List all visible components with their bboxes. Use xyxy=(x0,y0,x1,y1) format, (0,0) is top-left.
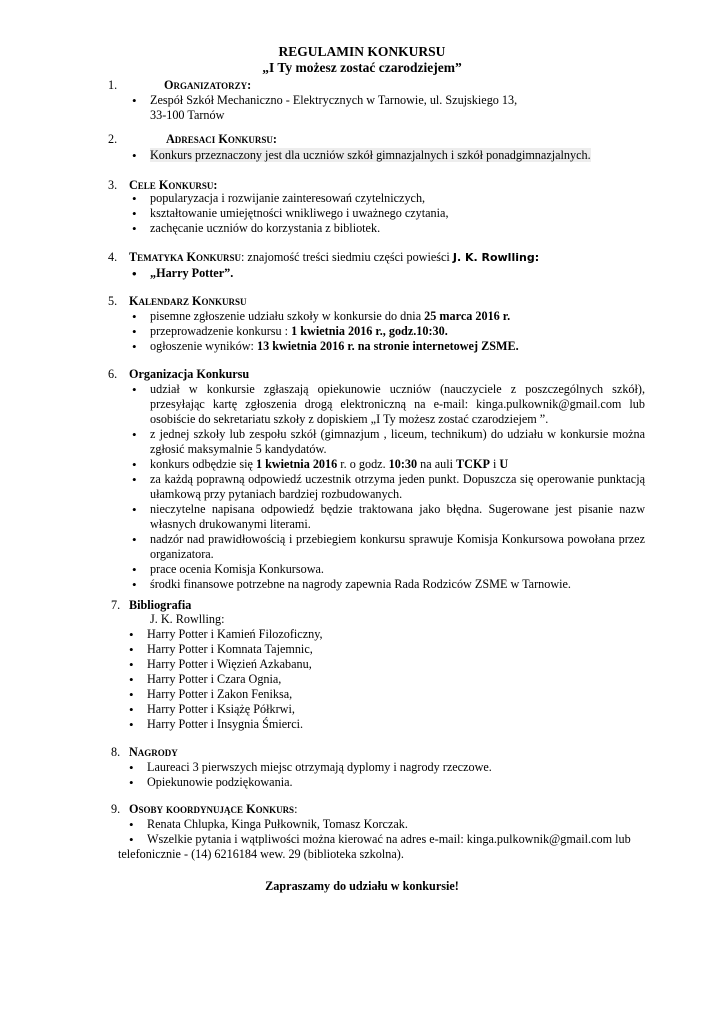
section-heading: Osoby koordynujące Konkurs xyxy=(129,802,295,816)
list-item: • Opiekunowie podziękowania. xyxy=(126,775,492,790)
list-item: • za każdą poprawną odpowiedź uczestnik otrzyma jeden punkt. Dopuszcza się operowanie punktacją ułamkową przy pytaniach bardziej rozbudowanych. xyxy=(129,472,645,502)
list-item: • z jednej szkoły lub zespołu szkół (gimnazjum , liceum, technikum) do udziału w konkursie można zgłosić maksymalnie 5 kandydatów. xyxy=(129,427,645,457)
list-item: • udział w konkursie zgłaszają opiekunowie uczniów (nauczyciele z poszczególnych szkół), przesyłając kartę zgłoszenia drogą elektroniczną na e-mail: kinga.pulkownik@gmail.com lub osobiście do sekretariatu szkoły z dopiskiem „I Ty możesz zostać czarodziejem ”. xyxy=(129,382,645,427)
section-number: 6. xyxy=(108,367,118,381)
list-item: • pisemne zgłoszenie udziału szkoły w konkursie do dnia 25 marca 2016 r. xyxy=(129,309,519,324)
list-item: • Konkurs przeznaczony jest dla uczniów szkół gimnazjalnych i szkół ponadgimnazjalnych. xyxy=(129,148,649,163)
list-item: • nadzór nad prawidłowością i przebiegiem konkursu sprawuje Komisja Konkursowa powołana przez organizatora. xyxy=(129,532,645,562)
list-item: • konkurs odbędzie się 1 kwietnia 2016 r. o godz. 10:30 na auli TCKP i U xyxy=(129,457,645,472)
section-number: 8. xyxy=(111,745,121,759)
list-item: • Harry Potter i Insygnia Śmierci. xyxy=(126,717,323,732)
list-item: • kształtowanie umiejętności wnikliwego i uważnego czytania, xyxy=(129,206,449,221)
section-number: 1. xyxy=(108,78,118,92)
section-number: 4. xyxy=(108,250,118,264)
section-heading: Adresaci Konkursu: xyxy=(166,132,277,146)
list-item: • zachęcanie uczniów do korzystania z bibliotek. xyxy=(129,221,449,236)
author-name: J. K. Rowlling: xyxy=(452,251,540,264)
section-number: 3. xyxy=(108,178,118,192)
section-number: 7. xyxy=(111,598,121,612)
list-item: • Harry Potter i Więzień Azkabanu, xyxy=(126,657,323,672)
section-heading: Cele Konkursu: xyxy=(129,178,218,192)
list-item: • Harry Potter i Zakon Feniksa, xyxy=(126,687,323,702)
list-item: • nieczytelne napisana odpowiedź będzie traktowana jako błędna. Sugerowane jest pisanie nazw własnych drukowanymi literami. xyxy=(129,502,645,532)
list-item: • Harry Potter i Książę Półkrwi, xyxy=(126,702,323,717)
list-item: • Zespół Szkół Mechaniczno - Elektrycznych w Tarnowie, ul. Szujskiego 13, 33-100 Tarnów xyxy=(129,93,517,123)
list-item: • Wszelkie pytania i wątpliwości można kierować na adres e-mail: kinga.pulkownik@gmail.com lub xyxy=(126,832,652,847)
list-item: • Renata Chlupka, Kinga Pułkownik, Tomasz Korczak. xyxy=(126,817,652,832)
section-heading: Bibliografia xyxy=(129,598,192,612)
list-item: • Harry Potter i Kamień Filozoficzny, xyxy=(126,627,323,642)
list-item: • ogłoszenie wyników: 13 kwietnia 2016 r. na stronie internetowej ZSME. xyxy=(129,339,519,354)
section-number: 2. xyxy=(108,132,118,146)
section-number: 9. xyxy=(111,802,121,816)
document-title: REGULAMIN KONKURSU xyxy=(278,44,446,59)
list-item-continuation: telefonicznie - (14) 6216184 wew. 29 (biblioteka szkolna). xyxy=(118,847,404,861)
list-item: • środki finansowe potrzebne na nagrody zapewnia Rada Rodziców ZSME w Tarnowie. xyxy=(129,577,645,592)
list-item: • „Harry Potter”. xyxy=(129,266,233,281)
section-heading: Tematyka Konkursu xyxy=(129,250,241,264)
list-item: • Laureaci 3 pierwszych miejsc otrzymają dyplomy i nagrody rzeczowe. xyxy=(126,760,492,775)
author-name: J. K. Rowlling: xyxy=(150,612,225,626)
section-heading: Organizacja Konkursu xyxy=(129,367,250,381)
section-heading: Nagrody xyxy=(129,745,178,759)
section-heading: Organizatorzy: xyxy=(164,78,252,92)
list-item: • Harry Potter i Komnata Tajemnic, xyxy=(126,642,323,657)
list-item: • przeprowadzenie konkursu : 1 kwietnia 2016 r., godz.10:30. xyxy=(129,324,519,339)
list-item: • popularyzacja i rozwijanie zainteresowań czytelniczych, xyxy=(129,191,449,206)
list-item: • prace ocenia Komisja Konkursowa. xyxy=(129,562,645,577)
closing-invitation: Zapraszamy do udziału w konkursie! xyxy=(265,879,459,893)
document-page: REGULAMIN KONKURSU „I Ty możesz zostać czarodziejem” 1. Organizatorzy: • Zespół Szkół Mechaniczno - Elektrycznych w Tarnowie, ul. Szujskiego 13, 33-100 Tarnów 2. Adresaci Konkursu: • Konkurs przeznaczony jest dla uczniów szkół gimnazjalnych i szkół ponadgimnazjalnych. 3. Cele Konkursu: • popularyzacja i rozwijanie zainteresowań czytelniczych, • kształtowanie umiejętności wnikliwego i uważnego czytania, • zachęcanie uczniów do korzystania z bibliotek. 4. Tematyka Konkursu: znajomość treści siedmiu części powieści J. K. Rowlling: • „Harry Potter”. 5. Kalendarz Konkursu • pisemne zgłoszenie udziału szkoły w konkursie do dnia 25 marca 2016 r. • przeprowadzenie konkursu : 1 kwietnia 2016 r., godz.10:30. • ogłoszenie wyników: 13 kwietnia 2016 r. na stronie internetowej ZSME. 6. Organizacja Konkursu • udział w konkursie zgłaszają opiekunowie uczniów (nauczyciele z poszczególnych szkół), przesyłając kartę zgłoszenia drogą elektroniczną na e-mail: kinga.pulkownik@gmail.com lub osobiście do sekretariatu szkoły z dopiskiem „I Ty możesz zostać czarodziejem ”. • z jednej szkoły lub zespołu szkół (gimnazjum , liceum, technikum) do udziału w konkursie można zgłosić maksymalnie 5 kandydatów. • konkurs odbędzie się 1 kwietnia 2016 r. o godz. 10:30 na auli TCKP i U • za każdą poprawną odpowiedź uczestnik otrzyma jeden punkt. Dopuszcza się operowanie punktacją ułamkową przy pytaniach bardziej rozbudowanych. • nieczytelne napisana odpowiedź będzie traktowana jako błędna. Sugerowane jest pisanie nazw własnych drukowanymi literami. • nadzór nad prawidłowością i przebiegiem konkursu sprawuje Komisja Konkursowa powołana przez organizatora. • prace ocenia Komisja Konkursowa. • środki finansowe potrzebne na nagrody zapewnia Rada Rodziców ZSME w Tarnowie. 7. Bibliografia J. K. Rowlling: • Harry Potter i Kamień Filozoficzny, • Harry Potter i Komnata Tajemnic, • Harry Potter i Więzień Azkabanu, • Harry Potter i Czara Ognia, • Harry Potter i Zakon Feniksa, • Harry Potter i Książę Półkrwi, • Harry Potter i Insygnia Śmierci. 8. Nagrody • Laureaci 3 pierwszych miejsc otrzymają dyplomy i nagrody rzeczowe. • Opiekunowie podziękowania. 9. Osoby koordynujące Konkurs: • Renata Chlupka, Kinga Pułkownik, Tomasz Korczak. • Wszelkie pytania i wątpliwości można kierować na adres e-mail: kinga.pulkownik@gmail.com lub telefonicznie - (14) 6216184 wew. 29 (biblioteka szkolna). Zapraszamy do udziału w konkursie! xyxy=(0,0,724,1024)
list-item: • Harry Potter i Czara Ognia, xyxy=(126,672,323,687)
section-number: 5. xyxy=(108,294,118,308)
document-subtitle: „I Ty możesz zostać czarodziejem” xyxy=(262,60,462,75)
section-heading: Kalendarz Konkursu xyxy=(129,294,247,308)
